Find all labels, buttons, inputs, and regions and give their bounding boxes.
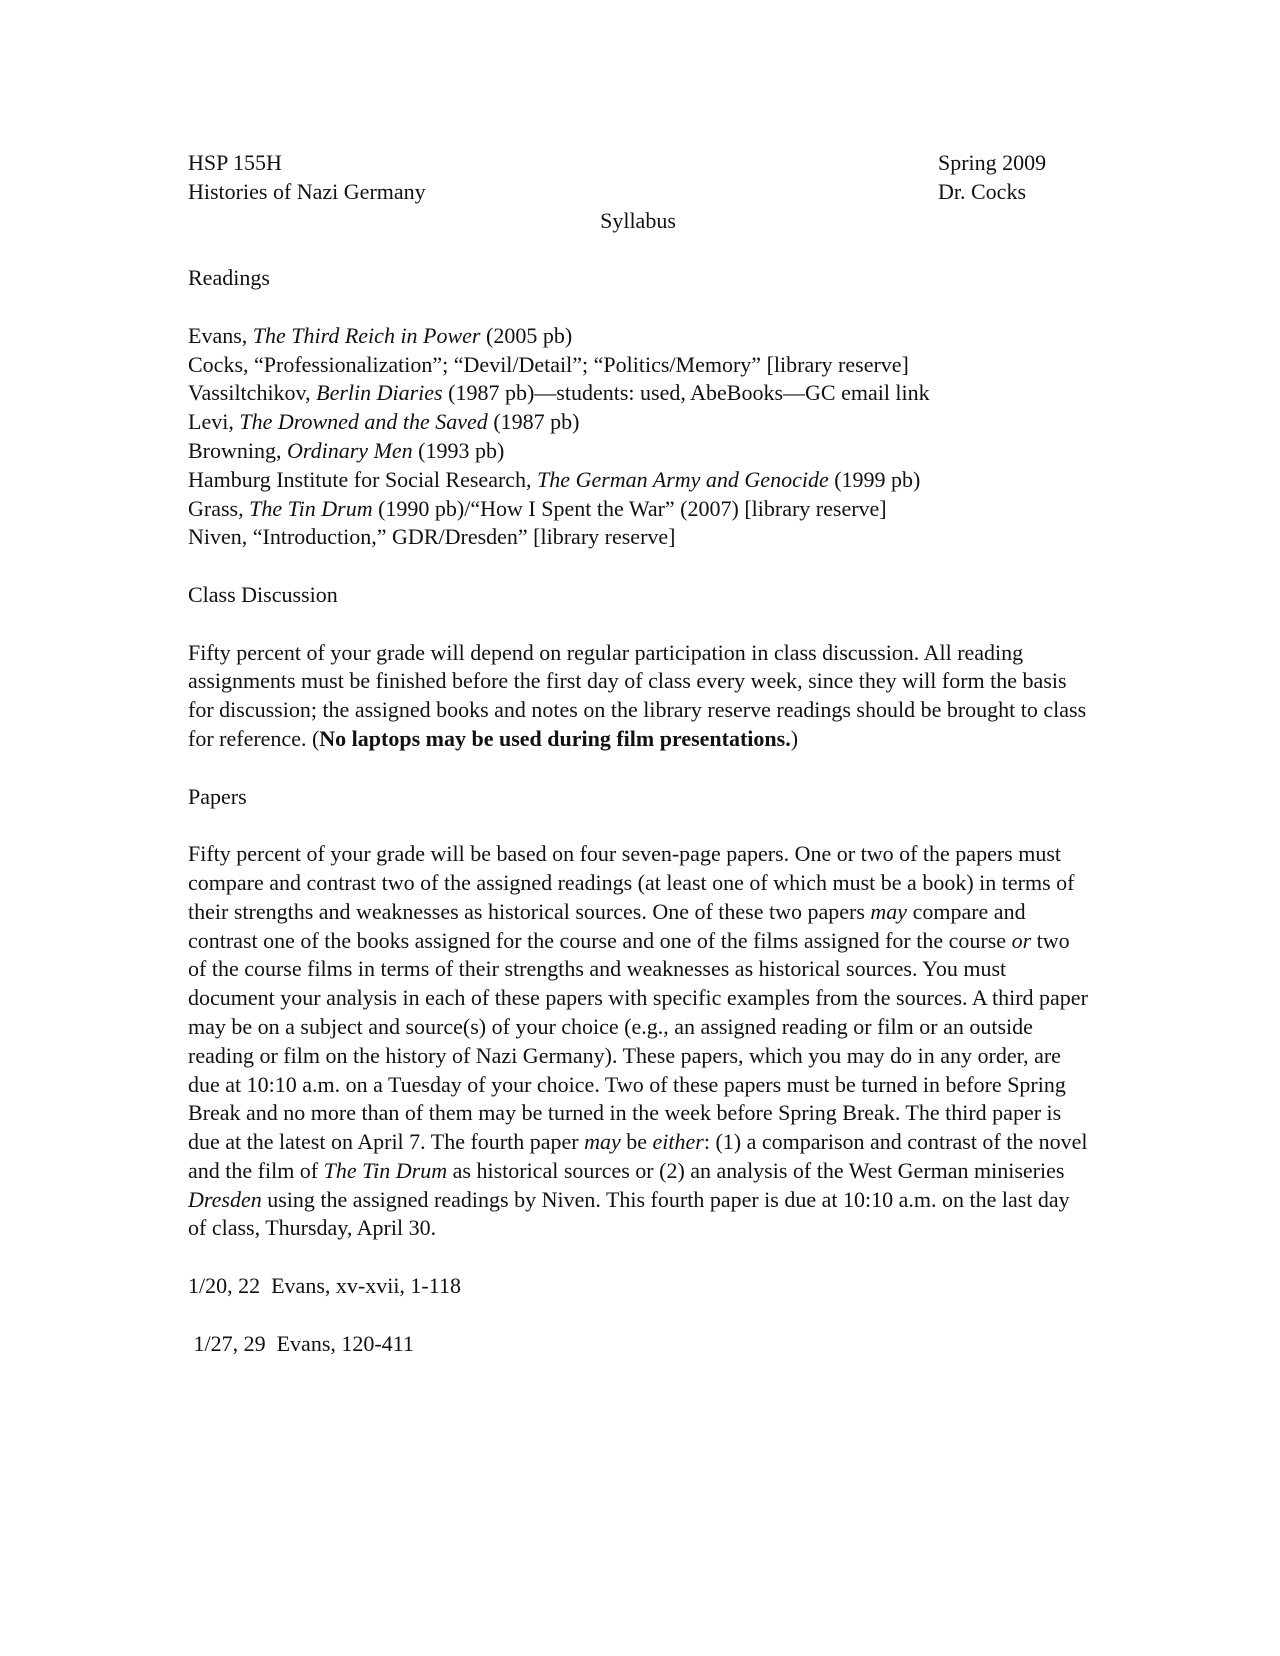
discussion-heading: Class Discussion [188,581,338,607]
course-code: HSP 155H [188,150,282,175]
reading-item: Hamburg Institute for Social Research, The German Army and Genocide (1999 pb) [188,466,921,492]
schedule-entry: 1/20, 22 Evans, xv-xvii, 1-118 [188,1273,461,1299]
papers-paragraph: Fifty percent of your grade will be based on four seven-page papers. One or two of the papers must compare and contrast two of the assigned readings (at least one of which must be a book) in terms of their strengths and weaknesses as historical sources. One of these two papers may compare and contrast one of the books assigned for the course and one of the films assigned for the course or two of the course films in terms of their strengths and weaknesses as historical sources. You must document your analysis in each of these papers with specific examples from the sources. A third paper may be on a subject and source(s) of your choice (e.g., an assigned reading or film or an outside reading or film on the history of Nazi Germany). These papers, which you may do in any order, are due at 10:10 a.m. on a Tuesday of your choice. Two of these papers must be turned in before Spring Break and no more than of them may be turned in the week before Spring Break. The third paper is due at the latest on April 7. The fourth paper may be either: (1) a comparison and contrast of the novel and the film of The Tin Drum as historical sources or (2) an analysis of the West German miniseries Dresden using the assigned readings by Niven. This fourth paper is due at 10:10 a.m. on the last day of class, Thursday, April 30. [188,841,1088,1241]
reading-title: The Tin Drum [249,495,373,521]
reading-title: Ordinary Men [287,437,413,463]
reading-title: The Drowned and the Saved [239,409,488,435]
header-row-1 [188,149,1088,178]
laptop-notice: No laptops may be used during film presentations. [319,725,791,751]
discussion-paragraph: Fifty percent of your grade will depend on regular participation in class discussion. All reading assignments must be finished before the first day of class every week, since they will form the basis for discussion; the assigned books and notes on the library reserve readings should be brought to class for reference. (No laptops may be used during film presentations.) [188,639,1087,751]
reading-item: Levi, The Drowned and the Saved (1987 pb) [188,409,580,435]
document-body [188,149,1088,1358]
schedule-entry: 1/27, 29 Evans, 120-411 [188,1330,414,1356]
readings-heading: Readings [188,265,270,291]
instructor: Dr. Cocks [938,178,1026,204]
readings-list [188,322,1088,552]
reading-item: Evans, The Third Reich in Power (2005 pb) [188,322,573,348]
course-title: Histories of Nazi Germany [188,178,426,204]
term: Spring 2009 [938,150,1047,175]
reading-item: Vassiltchikov, Berlin Diaries (1987 pb)—students: used, AbeBooks—GC email link [188,380,930,406]
reading-item: Niven, “Introduction,” GDR/Dresden” [library reserve] [188,524,676,550]
reading-title: Berlin Diaries [316,380,443,406]
reading-item: Grass, The Tin Drum (1990 pb)/“How I Spent the War” (2007) [library reserve] [188,495,887,521]
reading-item: Cocks, “Professionalization”; “Devil/Detail”; “Politics/Memory” [library reserve] [188,351,909,377]
reading-item: Browning, Ordinary Men (1993 pb) [188,437,505,463]
doc-title: Syllabus [600,207,676,233]
reading-title: The Third Reich in Power [252,322,481,348]
reading-title: The German Army and Genocide [537,466,829,492]
header-row-2 [188,178,1088,207]
papers-heading: Papers [188,783,247,809]
